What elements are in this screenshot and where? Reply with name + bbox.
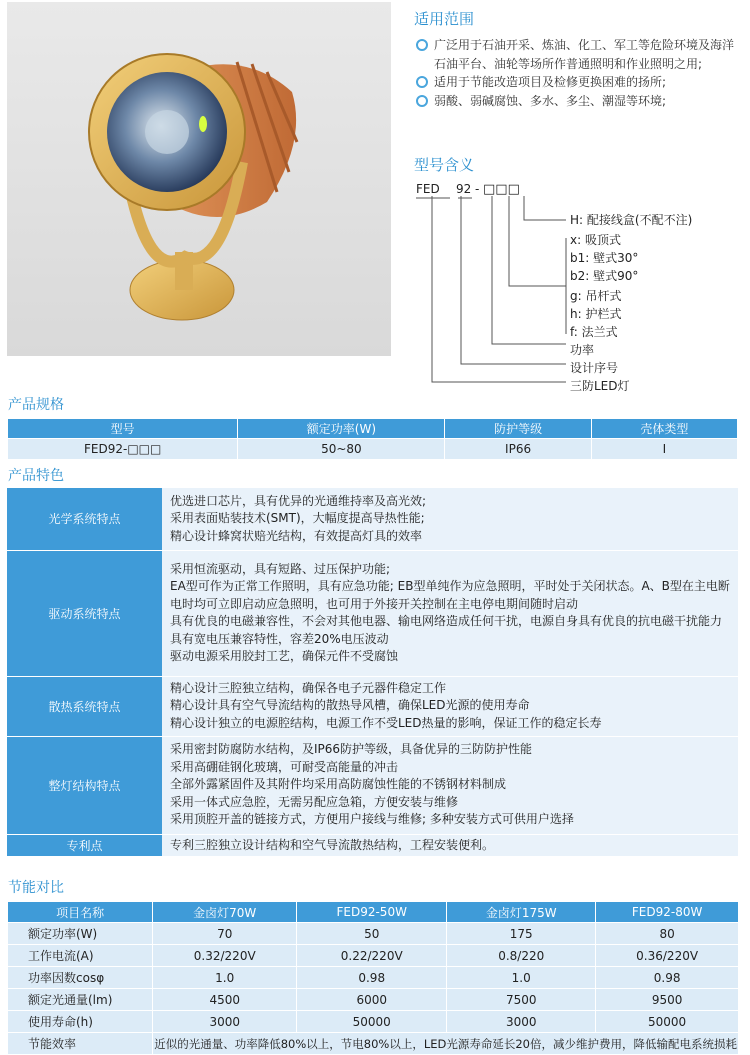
table-cell: 50: [297, 923, 447, 945]
row-label: 额定光通量(lm): [8, 989, 153, 1011]
model-line-power: 功率: [570, 343, 595, 357]
list-item: 适用于节能改造项目及检修更换困难的扬所;: [414, 73, 744, 92]
table-cell: 50000: [297, 1011, 447, 1033]
table-cell: 50000: [596, 1011, 738, 1033]
table-cell: FED92-□□□: [8, 439, 238, 460]
table-cell: 3000: [447, 1011, 596, 1033]
model-line-h: H: 配接线盒(不配不注): [570, 213, 693, 227]
model-line-led: 三防LED灯: [570, 379, 630, 393]
table-header-row: [8, 902, 739, 923]
row-label: 光学系统特点: [7, 488, 162, 550]
row-label: 整灯结构特点: [7, 736, 162, 834]
table-row: [8, 967, 739, 989]
row-label: 使用寿命(h): [8, 1011, 153, 1033]
row-label: 节能效率: [8, 1033, 153, 1055]
table-cell: 7500: [447, 989, 596, 1011]
table-cell: 1.0: [153, 967, 297, 989]
model-line-h2: h: 护栏式: [570, 307, 622, 321]
table-header-row: [8, 419, 738, 439]
row-label: 专利点: [7, 834, 162, 857]
column-header: FED92-50W: [297, 902, 447, 923]
column-header: 防护等级: [445, 419, 591, 439]
features-table: [7, 488, 738, 857]
table-cell: 0.8/220: [447, 945, 596, 967]
model-line-g: g: 吊杆式: [570, 289, 622, 303]
table-row: [8, 945, 739, 967]
table-cell: 0.98: [297, 967, 447, 989]
row-label: 额定功率(W): [8, 923, 153, 945]
model-code-diagram: [414, 176, 744, 394]
table-row: [8, 1011, 739, 1033]
table-cell: 0.98: [596, 967, 738, 989]
scope-list: [414, 36, 744, 110]
table-row: [7, 736, 738, 834]
row-text: 精心设计三腔独立结构，确保各电子元器件稳定工作 精心设计具有空气导流结构的散热导风槽，确保LED光源的使用寿命 精心设计独立的电源腔结构，电源工作不受LED热量的影响，保证工作的稳定长寿: [162, 676, 738, 736]
table-cell: 3000: [153, 1011, 297, 1033]
row-label: 散热系统特点: [7, 676, 162, 736]
model-code-number: 92: [456, 182, 472, 196]
table-cell: 4500: [153, 989, 297, 1011]
table-cell: 0.22/220V: [297, 945, 447, 967]
table-row: [8, 923, 739, 945]
table-cell: 0.32/220V: [153, 945, 297, 967]
explosion-proof-lamp-image: [7, 2, 391, 356]
model-code-boxes: □□□: [483, 182, 520, 197]
table-cell: 0.36/220V: [596, 945, 738, 967]
circle-bullet-icon: [416, 39, 428, 51]
table-cell: I: [591, 439, 737, 460]
circle-bullet-icon: [416, 76, 428, 88]
table-row: [8, 1033, 739, 1055]
table-row: [7, 676, 738, 736]
model-code-prefix: FED: [416, 182, 440, 196]
row-label: 功率因数cosφ: [8, 967, 153, 989]
table-row: [8, 989, 739, 1011]
compare-title: 节能对比: [8, 880, 64, 896]
column-header: 型号: [8, 419, 238, 439]
table-cell: 175: [447, 923, 596, 945]
scope-title: 适用范围: [414, 10, 475, 28]
row-text: 采用恒流驱动，具有短路、过压保护功能; EA型可作为正常工作照明，具有应急功能; EB型单纯作为应急照明，平时处于关闭状态。A、B型在主电断电时均可立即启动应急照明，也可用于外接开关控制在主电停电期间随时启动 具有优良的电磁兼容性，不会对其他电器、输电网络造成任何干扰，电源自身具有优良的抗电磁干扰能力 具有宽电压兼容特性，容差20%电压波动 驱动电源采用胶封工艺，确保元件不受腐蚀: [162, 550, 738, 676]
list-item: 弱酸、弱碱腐蚀、多水、多尘、潮湿等环境;: [414, 92, 744, 111]
table-cell: IP66: [445, 439, 591, 460]
model-line-x: x: 吸顶式: [570, 233, 621, 247]
circle-bullet-icon: [416, 95, 428, 107]
spec-table: [7, 418, 738, 460]
table-cell: 6000: [297, 989, 447, 1011]
compare-table: [7, 902, 738, 1055]
column-header: 金卤灯70W: [153, 902, 297, 923]
model-line-design-no: 设计序号: [570, 361, 619, 375]
list-item: 广泛用于石油开采、炼油、化工、军工等危险环境及海洋石油平台、油轮等场所作普通照明和作业照明之用;: [414, 36, 744, 73]
table-row: [8, 439, 738, 460]
column-header: FED92-80W: [596, 902, 738, 923]
row-text: 专利三腔独立设计结构和空气导流散热结构，工程安装便利。: [162, 834, 738, 857]
column-header: 壳体类型: [591, 419, 737, 439]
table-cell: 9500: [596, 989, 738, 1011]
column-header: 项目名称: [8, 902, 153, 923]
features-title: 产品特色: [8, 468, 64, 484]
spec-title: 产品规格: [8, 397, 64, 413]
model-line-b1: b1: 壁式30°: [570, 251, 639, 265]
column-header: 金卤灯175W: [447, 902, 596, 923]
model-code-dash: -: [475, 182, 480, 196]
table-cell: 80: [596, 923, 738, 945]
table-row: [7, 488, 738, 550]
product-photo: [7, 2, 391, 356]
table-row: [7, 550, 738, 676]
table-cell: 70: [153, 923, 297, 945]
row-text: 采用密封防腐防水结构，及IP66防护等级，具备优异的三防防护性能 采用高硼硅钢化玻璃，可耐受高能量的冲击 全部外露紧固件及其附件均采用高防腐蚀性能的不锈钢材料制成 采用一体式应急腔，无需另配应急箱，方便安装与维修 采用顶腔开盖的链接方式，方便用户接线与维修; 多种安装方式可供用户选择: [162, 736, 738, 834]
table-cell: 50~80: [238, 439, 445, 460]
table-cell: 1.0: [447, 967, 596, 989]
model-line-b2: b2: 壁式90°: [570, 269, 639, 283]
energy-saving-note: 近似的光通量、功率降低80%以上，节电80%以上，LED光源寿命延长20倍，减少维护费用，降低输配电系统损耗: [153, 1033, 738, 1055]
model-title: 型号含义: [414, 156, 475, 174]
row-label: 驱动系统特点: [7, 550, 162, 676]
model-line-f: f: 法兰式: [570, 325, 618, 339]
column-header: 额定功率(W): [238, 419, 445, 439]
row-text: 优选进口芯片，具有优异的光通维持率及高光效; 采用表面贴装技术(SMT)，大幅度提高导热性能; 精心设计蜂窝状赔光结构，有效提高灯具的效率: [162, 488, 738, 550]
table-row: [7, 834, 738, 857]
row-label: 工作电流(A): [8, 945, 153, 967]
